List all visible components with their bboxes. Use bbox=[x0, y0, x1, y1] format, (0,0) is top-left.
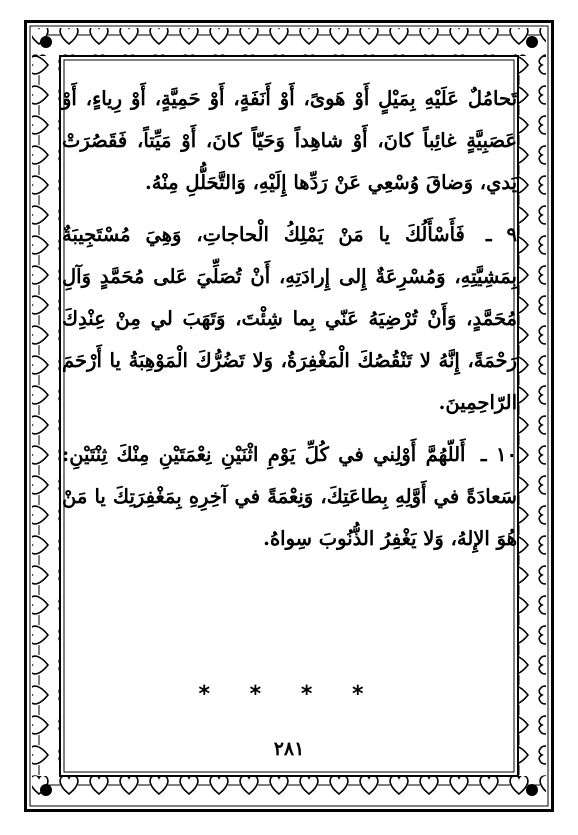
page-number: ٢٨١ bbox=[273, 738, 305, 760]
section-separator: * * * * bbox=[198, 682, 380, 707]
paragraph-9 bbox=[62, 214, 517, 424]
paragraph-10 bbox=[62, 434, 517, 560]
paragraph-number: ٩ ـ bbox=[485, 223, 517, 246]
paragraph-text: فَأَسْأَلُكَ يا مَنْ يَمْلِكُ الْحاجاتِ، وَهِيَ مُسْتَجِيبَةٌ بِمَشِيَّتِهِ، وَمُسْرِعَةٌ إِلى إِرادَتِهِ، أَنْ تُصَلِّيَ عَلى مُحَمَّدٍ وَآلِ مُحَمَّدٍ، وَأَنْ تُرْضِيَهُ عَنّي بِما شِئْتَ، وَتَهَبَ لي مِنْ عِنْدِكَ رَحْمَةً، إِنَّهُ لا تَنْقُصُكَ الْمَغْفِرَةُ، وَلا تَضُرُّكَ الْمَوْهِبَةُ يا أَرْحَمَ الرّاحِمِينَ. bbox=[62, 223, 517, 414]
paragraph-text: أَللّهُمَّ أَوْلِني في كُلِّ يَوْمِ اثْنَيْنِ نِعْمَتَيْنِ مِنْكَ ثِنْتَيْنِ: سَعادَةً في أَوَّلِهِ بِطاعَتِكَ، وَنِعْمَةً في آخِرِهِ بِمَغْفِرَتِكَ يا مَنْ هُوَ الإِلهُ، وَلا يَغْفِرُ الذُّنُوبَ سِواهُ. bbox=[62, 443, 517, 550]
paragraph-number: ١٠ ـ bbox=[480, 443, 517, 466]
paragraph-text: تَحامُلٌ عَلَيْهِ بِمَيْلٍ أَوْ هَوىً، أَوْ أَنَفَةٍ، أَوْ حَمِيَّةٍ، أَوْ رِياءٍ، أَوْ عَصَبِيَّةٍ غائِباً كانَ، أَوْ شاهِداً وَحَيّاً كانَ، أَوْ مَيِّتاً، فَقَصُرَتْ يَدي، وَضاقَ وُسْعِي عَنْ رَدِّها إِلَيْهِ، وَالتَّحَلُّلِ مِنْهُ. bbox=[62, 87, 517, 194]
paragraph-continued bbox=[62, 78, 517, 204]
prayer-text bbox=[62, 78, 517, 768]
